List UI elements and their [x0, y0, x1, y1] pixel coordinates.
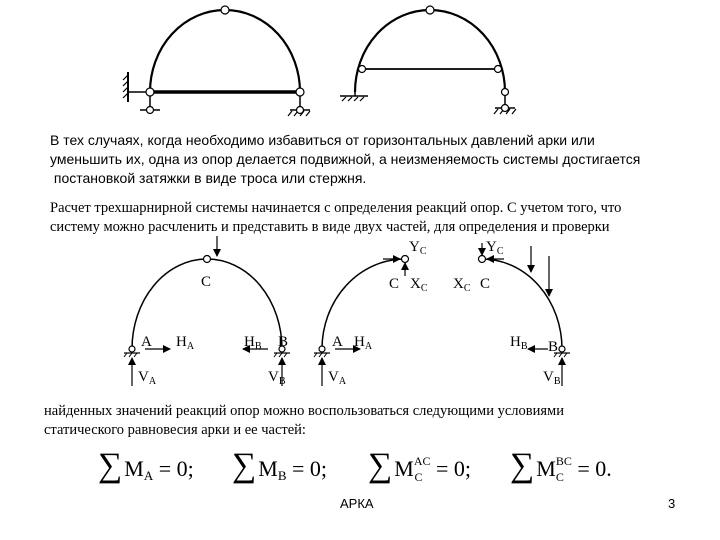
- equation-sum-M-C-AC: $\sum M^{AC}$ C = 0;: [368, 447, 472, 484]
- paragraph3-line2: статического равновесия арки и ее частей:: [44, 422, 306, 438]
- label-H-B-right-half: $H_B$: [510, 334, 528, 352]
- label-X-C-left: $X_C$: [410, 276, 428, 294]
- right-half-labels: [453, 239, 561, 387]
- paragraph-tie-explanation: [50, 131, 640, 188]
- label-H-A-left-half: $H_A$: [354, 334, 373, 352]
- paragraph-equilibrium-conditions: [44, 402, 564, 440]
- label-Y-C-right: $Y_C$: [486, 239, 504, 257]
- equation-sum-M-B: ∑MB = 0;: [232, 447, 328, 484]
- label-A-left-half: A: [332, 334, 343, 350]
- label-A-full: A: [141, 334, 152, 350]
- paragraph2-line2: систему можно расчленить и представить в виде двух частей, для определения и проверки: [50, 219, 610, 235]
- full-arch-labels: [138, 274, 288, 387]
- equation-sum-M-C-BC: $\sum M^{BC}$ C = 0.: [510, 447, 612, 484]
- label-V-B-full: $V_B$: [268, 369, 286, 387]
- paragraph1-line3: постановкой затяжки в виде троса или стержня.: [50, 170, 367, 186]
- full-three-hinged-arch: [124, 236, 290, 386]
- label-V-B-right-half: $V_B$: [543, 369, 561, 387]
- label-B-full: B: [278, 334, 289, 350]
- paragraph1-line2: уменьшить их, одна из опор делается подвижной, а неизменяемость системы достигается: [50, 151, 641, 167]
- arch-with-tie-left: [123, 6, 310, 116]
- top-arch-diagrams: [0, 0, 720, 130]
- arch-with-raised-tie-right: [340, 6, 516, 114]
- paragraph2-line1: Расчет трехшарнирной системы начинается с определения реакций опор. С учетом того, что: [50, 200, 622, 216]
- equation-sum-M-A: ∑MA = 0;: [98, 447, 194, 484]
- label-C-left-half: C: [389, 276, 400, 292]
- label-H-B-full: $H_B$: [244, 334, 262, 352]
- label-C-right-half: C: [480, 276, 491, 292]
- equilibrium-equations: [0, 440, 720, 490]
- left-half-labels: [328, 239, 428, 387]
- label-X-C-right: $X_C$: [453, 276, 471, 294]
- paragraph3-line1: найденных значений реакций опор можно воспользоваться следующими условиями: [44, 403, 564, 419]
- label-V-A-left-half: $V_A$: [328, 369, 347, 387]
- paragraph-calculation-intro: [50, 199, 621, 237]
- label-V-A-full: $V_A$: [138, 369, 157, 387]
- reaction-diagrams: [0, 236, 720, 396]
- right-half-arch-CB: [479, 243, 571, 386]
- label-Y-C-left: $Y_C$: [409, 239, 427, 257]
- page-number: 3: [668, 496, 676, 511]
- label-B-right-half: B: [548, 339, 559, 355]
- label-H-A-full: $H_A$: [176, 334, 195, 352]
- paragraph1-line1: В тех случаях, когда необходимо избавиться от горизонтальных давлений арки или: [50, 132, 595, 148]
- footer-title: АРКА: [340, 496, 374, 511]
- label-C-full: C: [201, 274, 212, 290]
